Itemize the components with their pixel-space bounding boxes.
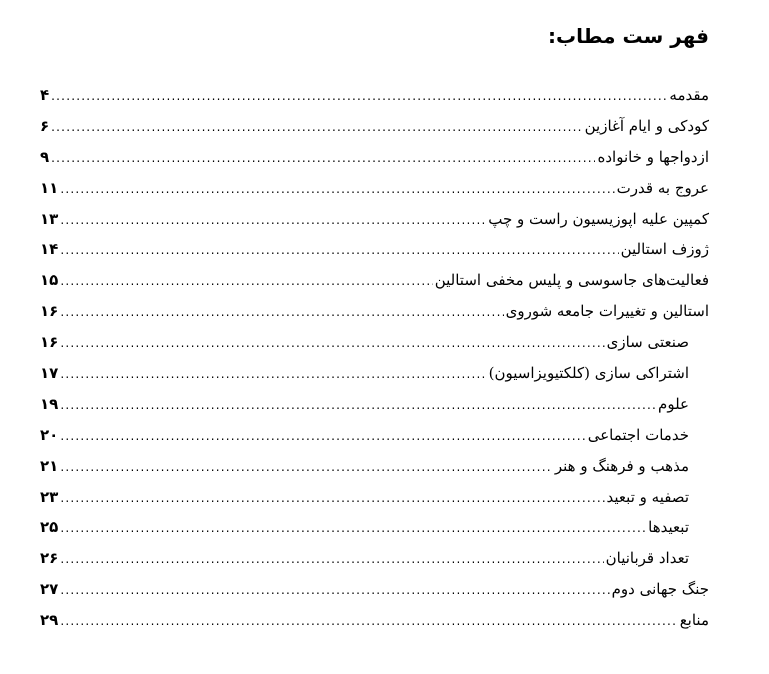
- toc-dot-leader: [60, 359, 486, 390]
- toc-entry-page-number: ۱۵: [40, 271, 59, 290]
- toc-dot-leader: [60, 544, 603, 575]
- toc-entry[interactable]: [40, 265, 709, 296]
- toc-entry-page-number: ۲۵: [40, 518, 59, 537]
- toc-entry[interactable]: [40, 296, 709, 327]
- toc-entry-page-number: ۲۳: [40, 487, 59, 506]
- toc-entry[interactable]: [40, 358, 709, 389]
- toc-entry-label: ازدواجها و خانواده: [597, 147, 709, 166]
- toc-dot-leader: [51, 81, 667, 112]
- toc-dot-leader: [60, 452, 553, 483]
- toc-entry-page-number: ۲۶: [40, 549, 59, 568]
- toc-dot-leader: [60, 205, 486, 236]
- toc-entry-label: تبعیدها: [648, 518, 689, 537]
- toc-entry-page-number: ۱۷: [40, 364, 59, 383]
- toc-entry-page-number: ۱۶: [40, 302, 59, 321]
- toc-entry-label: جنگ جهانی دوم: [611, 580, 709, 599]
- toc-entry-page-number: ۱۹: [40, 394, 59, 413]
- toc-entry-page-number: ۶: [40, 116, 50, 135]
- toc-entry-label: فعالیت‌های جاسوسی و پلیس مخفی استالین: [434, 271, 709, 290]
- toc-entry-label: خدمات اجتماعی: [587, 425, 689, 444]
- toc-entry[interactable]: [40, 327, 709, 358]
- toc-entry-label: علوم: [658, 394, 689, 413]
- toc-entry-label: صنعتی سازی: [606, 333, 689, 352]
- toc-entry-page-number: ۱۳: [40, 209, 59, 228]
- toc-entry[interactable]: [40, 482, 709, 513]
- toc-entry[interactable]: [40, 605, 709, 636]
- toc-entry[interactable]: [40, 420, 709, 451]
- toc-entry[interactable]: [40, 173, 709, 204]
- toc-entry[interactable]: [40, 234, 709, 265]
- toc-dot-leader: [51, 143, 595, 174]
- toc-entry-label: عروج به قدرت: [616, 178, 709, 197]
- toc-entry-page-number: ۲۹: [40, 611, 59, 630]
- toc-entry[interactable]: [40, 512, 709, 543]
- toc-dot-leader: [60, 174, 614, 205]
- toc-title: فهر ست مطاب:: [548, 24, 709, 48]
- toc-entry-page-number: ۱۴: [40, 240, 59, 259]
- toc-entry-page-number: ۹: [40, 147, 50, 166]
- toc-dot-leader: [51, 112, 582, 143]
- toc-entry-label: تصفیه و تبعید: [606, 487, 689, 506]
- toc-entry-label: کودکی و ایام آغازین: [584, 116, 709, 135]
- toc-entry-label: اشتراکی سازی (کلکتیویزاسیون): [488, 364, 689, 383]
- toc-entry-label: کمپین علیه اپوزیسیون راست و چپ: [488, 209, 709, 228]
- toc-dot-leader: [60, 575, 609, 606]
- toc-dot-leader: [60, 513, 646, 544]
- toc-entry-page-number: ۱۱: [40, 178, 59, 197]
- toc-dot-leader: [60, 266, 432, 297]
- toc-entry[interactable]: [40, 80, 709, 111]
- toc-entry-label: ژوزف استالین: [620, 240, 709, 259]
- toc-dot-leader: [60, 390, 656, 421]
- toc-entry-page-number: ۲۱: [40, 456, 59, 475]
- toc-entry-label: مقدمه: [669, 86, 709, 104]
- toc-dot-leader: [60, 328, 604, 359]
- toc-dot-leader: [60, 235, 618, 266]
- toc-entry[interactable]: [40, 111, 709, 142]
- toc-entry-page-number: ۲۰: [40, 425, 59, 444]
- toc-entry-label: استالین و تغییرات جامعه شوروی: [505, 302, 709, 321]
- toc-entry-page-number: ۴: [40, 86, 50, 104]
- toc-entry[interactable]: [40, 389, 709, 420]
- toc-entry[interactable]: [40, 574, 709, 605]
- toc-entry-page-number: ۱۶: [40, 333, 59, 352]
- toc-entry[interactable]: [40, 543, 709, 574]
- toc-list: [40, 80, 709, 636]
- toc-dot-leader: [60, 606, 677, 637]
- toc-entry[interactable]: [40, 142, 709, 173]
- toc-entry-label: منابع: [679, 611, 709, 630]
- toc-dot-leader: [60, 297, 503, 328]
- toc-entry-label: تعداد قربانیان: [605, 549, 689, 568]
- toc-entry[interactable]: [40, 204, 709, 235]
- toc-dot-leader: [60, 421, 585, 452]
- toc-entry-page-number: ۲۷: [40, 580, 59, 599]
- toc-entry[interactable]: [40, 451, 709, 482]
- toc-entry-label: مذهب و فرهنگ و هنر: [554, 456, 689, 475]
- toc-dot-leader: [60, 483, 604, 514]
